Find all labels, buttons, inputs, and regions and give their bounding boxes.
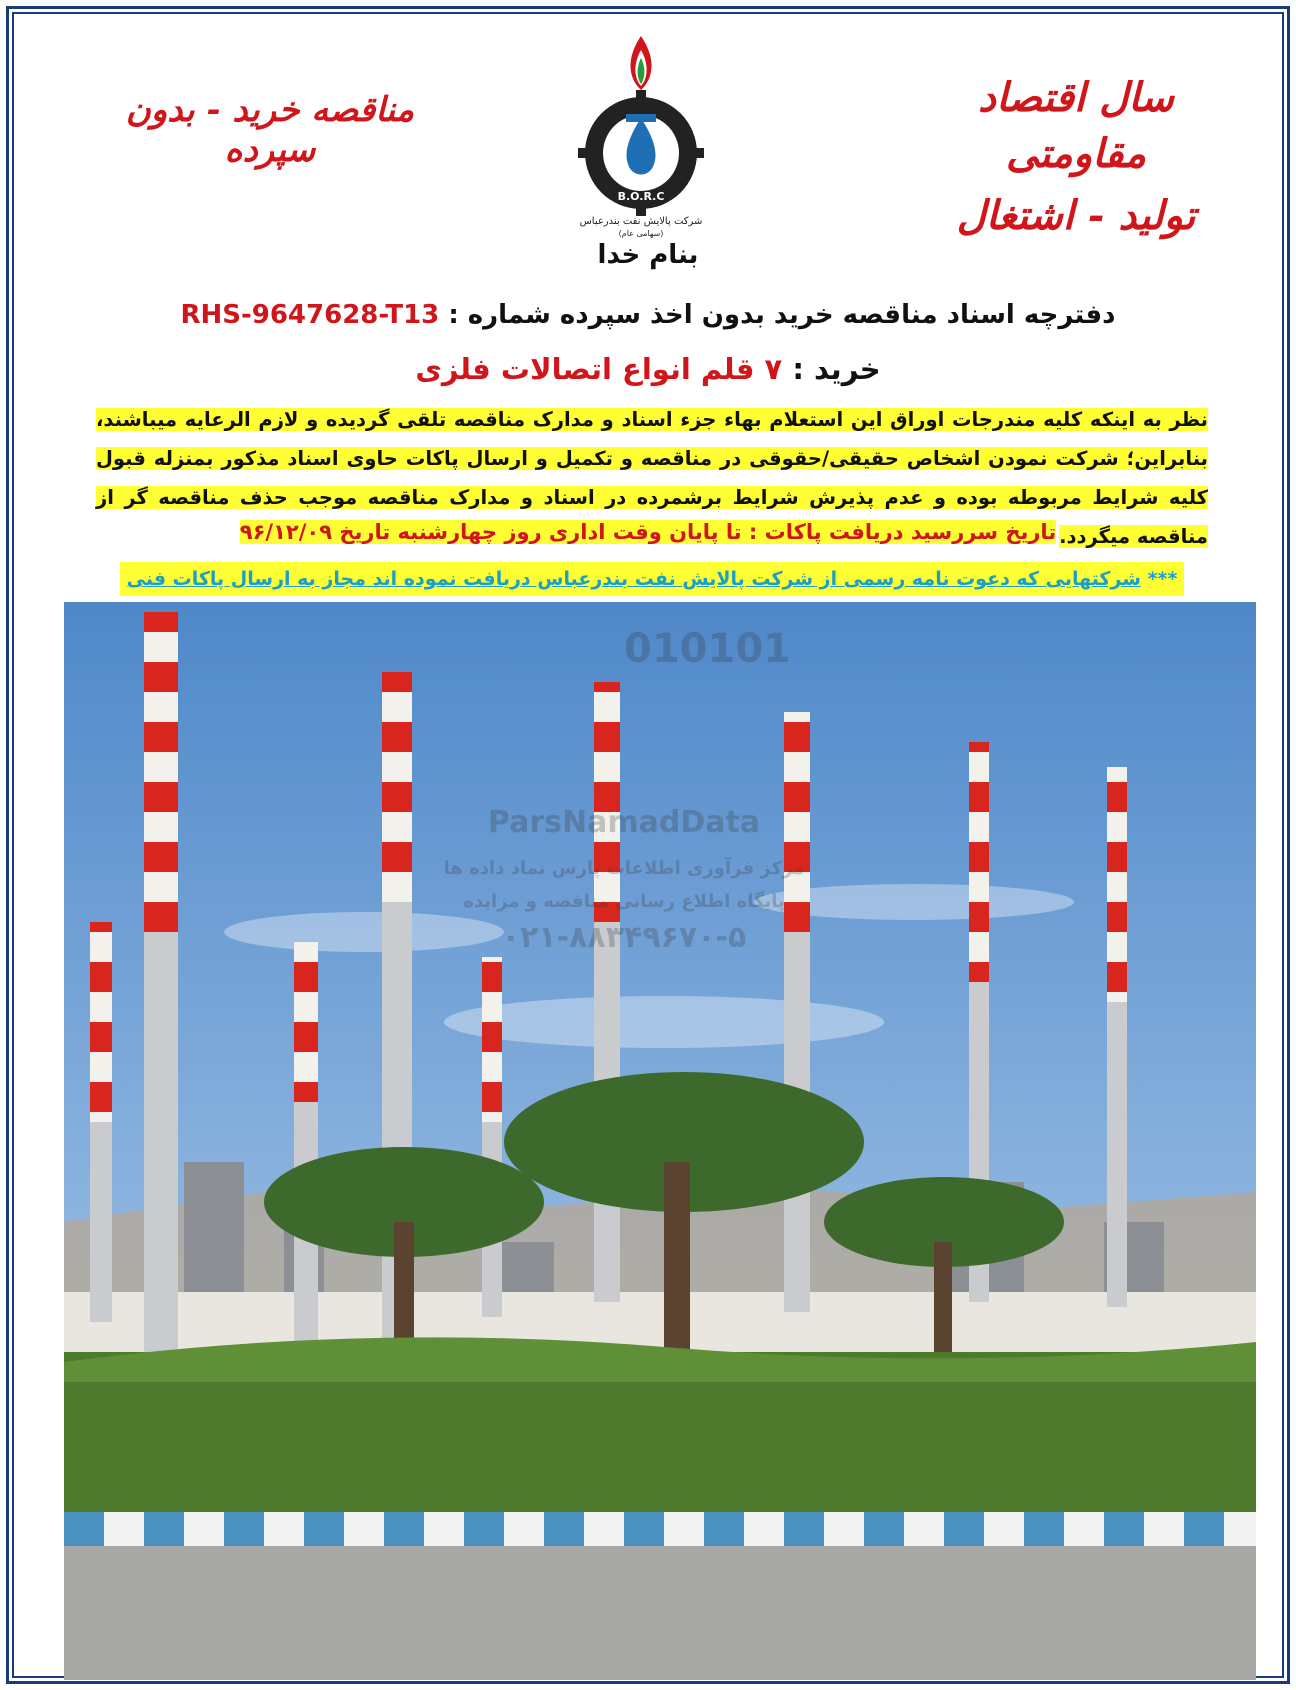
slogan-tender-type: مناقصه خرید - بدون سپرده bbox=[125, 90, 415, 170]
watermark-line2: پایگاه اطلاع رسانی مناقصه و مزایده bbox=[463, 891, 785, 912]
watermark-line1: مرکز فرآوری اطلاعات پارس نماد داده ها bbox=[443, 858, 805, 879]
logo-company-type: (سهامی عام) bbox=[618, 229, 664, 238]
purchase-label: خرید : bbox=[792, 352, 881, 386]
deadline-line bbox=[0, 520, 1296, 544]
watermark-brand: ParsNamadData bbox=[487, 805, 761, 840]
terms-text: نظر به اینکه کلیه مندرجات اوراق این استعلام بهاء جزء اسناد و مدارک مناقصه تلقی گردیده و لازم الرعایه میباشند، بنابراین؛ شرکت نمودن اشخاص حقیقی/حقوقی در مناقصه و تکمیل و ارسال پاکات حاوی اسناد مذکور بمنزله قبول کلیه شرایط مربوطه بوده و عدم پذیرش شرایط برشمرده در اسناد و مدارک مناقصه موجب حذف مناقصه گر از مناقصه میگردد. bbox=[96, 408, 1208, 548]
watermark-phone: ۰۲۱-۸۸۳۴۹۶۷۰-۵ bbox=[501, 920, 747, 955]
invitation-notice bbox=[120, 562, 1184, 596]
borc-logo bbox=[566, 28, 716, 238]
invite-text: شرکتهایی که دعوت نامه رسمی از شرکت پالایش نفت بندرعباس دریافت نموده اند مجاز به ارسال پاکات فنی bbox=[126, 568, 1141, 590]
slogan-resistance-economy: سال اقتصاد مقاومتی تولید - اشتغال bbox=[956, 74, 1196, 239]
purchase-line bbox=[0, 352, 1296, 386]
bismillah-heading: بنام خدا bbox=[597, 240, 699, 270]
tender-number: RHS-9647628-T13 bbox=[180, 300, 440, 330]
purchase-item: ۷ قلم انواع اتصالات فلزی bbox=[415, 352, 783, 386]
invite-stars-start: *** bbox=[1147, 568, 1178, 590]
logo-company-name: شرکت پالایش نفت بندرعباس bbox=[579, 216, 703, 227]
watermark-digits: 010101 bbox=[624, 626, 791, 672]
title-text: دفترچه اسناد مناقصه خرید بدون اخذ سپرده شماره : bbox=[448, 300, 1116, 330]
refinery-photo bbox=[64, 602, 1256, 1680]
logo-abbrev: B.O.R.C bbox=[617, 190, 665, 203]
deadline-text: تاریخ سررسید دریافت پاکات : تا پایان وقت اداری روز چهارشنبه تاریخ ۹۶/۱۲/۰۹ bbox=[239, 520, 1057, 544]
document-title bbox=[0, 300, 1296, 330]
